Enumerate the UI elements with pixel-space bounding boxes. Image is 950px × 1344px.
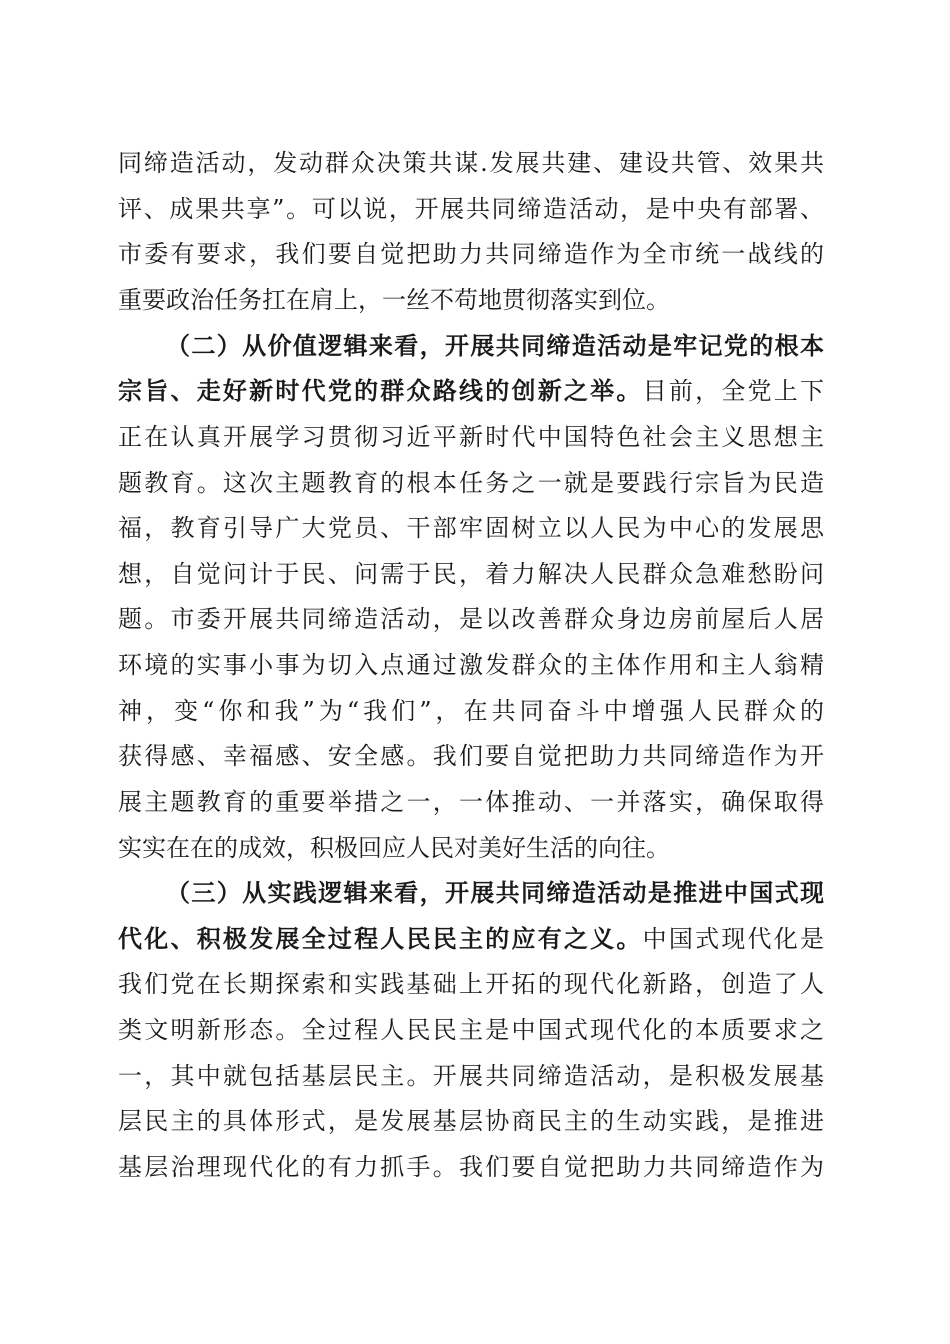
line-text: 神，变“你和我”为“我们”，在共同奋斗中增强人民群众的 [118,697,824,725]
line-text: 基层治理现代化的有力抓手。我们要自觉把助力共同缔造作为 [118,1153,824,1181]
paragraph-line [118,599,824,639]
line-text: 获得感、幸福感、安全感。我们要自觉把助力共同缔造作为开 [118,742,824,770]
line-text: 环境的实事小事为切入点通过激发群众的主体作用和主人翁精 [118,651,824,679]
section-heading-line [166,326,824,366]
line-text: 实实在在的成效，积极回应人民对美好生活的向往。 [118,834,670,862]
paragraph-line [118,234,824,274]
line-text: 层民主的具体形式，是发展基层协商民主的生动实践，是推进 [118,1107,824,1135]
paragraph-line [118,189,824,229]
section-heading-line [118,371,824,411]
line-text: 类文明新形态。全过程人民民主是中国式现代化的本质要求之 [118,1016,824,1044]
section-heading-line [118,919,824,959]
paragraph-line [118,508,824,548]
heading-text: 代化、积极发展全过程人民民主的应有之义。 [118,924,643,953]
line-text: 评、成果共享”。可以说，开展共同缔造活动，是中央有部署、 [118,195,824,223]
heading-text: （二）从价值逻辑来看，开展共同缔造活动是牢记党的根本 [166,331,824,360]
section-heading-line [166,873,824,913]
line-text: 一，其中就包括基层民主。开展共同缔造活动，是积极发展基 [118,1062,824,1090]
paragraph-line [118,1101,824,1141]
line-text: 想，自觉问计于民、问需于民，着力解决人民群众急难愁盼问 [118,560,824,588]
line-text: 同缔造活动，发动群众决策共谋.发展共建、建设共管、效果共 [118,149,824,177]
line-text: 我们党在长期探索和实践基础上开拓的现代化新路，创造了人 [118,970,824,998]
paragraph-line [118,1147,824,1187]
paragraph-line [118,280,824,320]
paragraph-line [118,554,824,594]
paragraph-line [118,1010,824,1050]
line-text: 题教育。这次主题教育的根本任务之一就是要践行宗旨为民造 [118,469,824,497]
paragraph-line [118,828,824,868]
line-text: 目前，全党上下 [642,377,824,405]
line-text: 展主题教育的重要举措之一，一体推动、一并落实，确保取得 [118,788,824,816]
line-text: 市委有要求，我们要自觉把助力共同缔造作为全市统一战线的 [118,240,824,268]
paragraph-line [118,463,824,503]
paragraph-line [118,143,824,183]
line-text: 福，教育引导广大党员、干部牢固树立以人民为中心的发展思 [118,514,824,542]
paragraph-line [118,645,824,685]
paragraph-line [118,691,824,731]
paragraph-line [118,736,824,776]
line-text: 正在认真开展学习贯彻习近平新时代中国特色社会主义思想主 [118,423,824,451]
line-text: 中国式现代化是 [642,925,824,953]
heading-text: （三）从实践逻辑来看，开展共同缔造活动是推进中国式现 [166,878,824,907]
paragraph-line [118,964,824,1004]
paragraph-line [118,782,824,822]
line-text: 题。市委开展共同缔造活动，是以改善群众身边房前屋后人居 [118,605,824,633]
paragraph-line [118,1056,824,1096]
heading-text: 宗旨、走好新时代党的群众路线的创新之举。 [118,376,643,405]
paragraph-line [118,417,824,457]
line-text: 重要政治任务扛在肩上，一丝不苟地贯彻落实到位。 [118,286,670,314]
